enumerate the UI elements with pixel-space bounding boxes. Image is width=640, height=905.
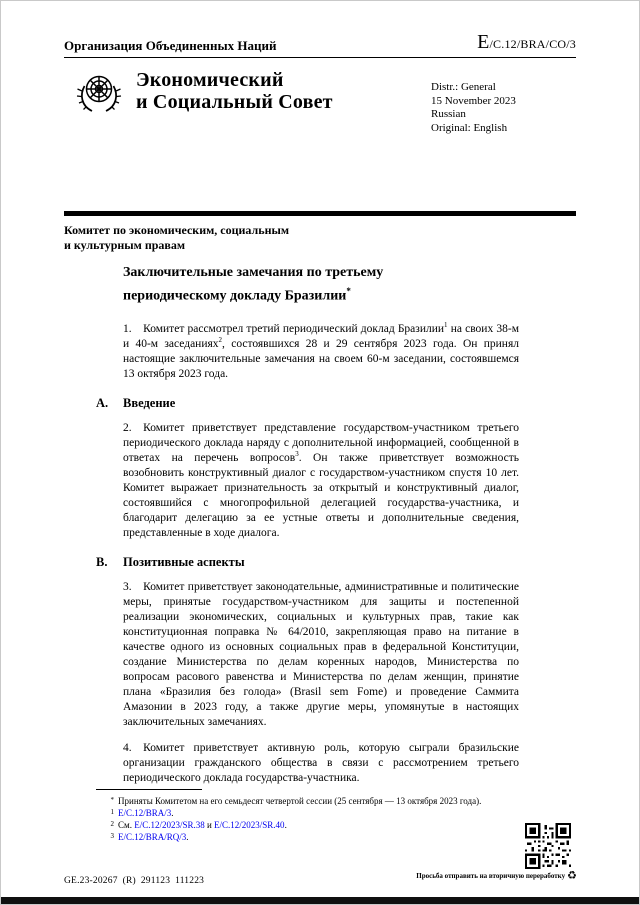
council-title-line2: и Социальный Совет — [136, 91, 333, 113]
document-body — [96, 263, 519, 797]
distribution-block — [431, 67, 576, 135]
document-symbol — [477, 31, 576, 54]
organization-name: Организация Объединенных Наций — [64, 38, 277, 53]
committee-name — [64, 223, 289, 253]
qr-code — [525, 823, 571, 869]
date-line: 15 November 2023 — [431, 94, 516, 107]
un-emblem-icon — [74, 69, 124, 119]
language-line: Russian — [431, 108, 466, 120]
footnote-star — [96, 795, 576, 807]
section-heading-a — [96, 396, 519, 411]
footnote-ref-3[interactable]: 3 — [295, 449, 299, 458]
title-footnote-marker: * — [346, 286, 351, 296]
paragraph-2: 2. Комитет приветствует представление государством-участником третьего периодического доклада наряду с дополнительной информацией, сообщенной в ответах на перечень вопросов$^3$. Он также приветствует возможность возобновить конструктивный диалог с государством-участником спустя 10 лет. Комитет выражает признательность за открытый и конструктивный диалог, состоявшийся с многопрофильной делегацией государства-участника, и благодарит делегацию за ее устные ответы и дополнительные сведения, представленные в ходе диалога. — [123, 421, 519, 539]
council-title-line1: Экономический — [136, 69, 284, 91]
section-heading-b — [96, 555, 519, 570]
committee-name-line1: Комитет по экономическим, социальным — [64, 223, 290, 237]
committee-name-line2: и культурным правам — [64, 238, 186, 252]
footnote-text: E/C.12/BRA/RQ/3. — [118, 832, 189, 842]
ge-document-number: GE.23-20267 (R) 291123 111223 — [64, 876, 205, 886]
section-title: Позитивные аспекты — [123, 554, 245, 569]
document-symbol-series: E — [477, 31, 490, 53]
section-letter: A. — [96, 395, 109, 410]
paragraph-3: 3. Комитет приветствует законодательные, административные и политические меры, принятые государством-участником для защиты и постепенной реализации экономических, социальных и культурных прав, такие как конституционная поправка № 64/2010, закрепляющая право на питание в качестве одного из основных социальных прав в федеральной Конституции, создание Министерства по делам коренных народов, Министерства по вопросам расового равенства и Министерства по делам женщин, принятие плана «Бразилия без голода» (Brasil sem Fome) и проведение Саммита Амазонии в 2023 году, а также другие меры, упомянутые в настоящих заключительных замечаниях. — [123, 580, 519, 728]
page-bottom-edge — [1, 897, 639, 904]
document-link[interactable]: E/C.12/BRA/3 — [118, 808, 172, 818]
footnote-ref-2[interactable]: 2 — [218, 335, 223, 344]
footnote-marker: 1 — [110, 808, 114, 816]
document-link[interactable]: E/C.12/2023/SR.38 — [134, 820, 205, 830]
section-letter: B. — [96, 554, 108, 569]
footnote-marker: 2 — [110, 820, 114, 828]
footnote-separator-rule — [96, 789, 202, 790]
paragraph-1: 1. Комитет рассмотрел третий периодический доклад Бразилии$^1$ на своих 38-м и 40-м заседаниях$^2$, состоявшихся 28 и 29 сентября 2023 года. Он принял настоящие заключительные замечания на своем 60-м заседании, состоявшемся 13 октября 2023 года. — [123, 320, 519, 380]
footnote-text: См. E/C.12/2023/SR.38 и E/C.12/2023/SR.40. — [118, 820, 287, 830]
footnote-marker: 3 — [110, 832, 114, 840]
footnote-2 — [96, 819, 576, 831]
distr-line: Distr.: General — [431, 81, 496, 93]
header-rule — [64, 57, 576, 58]
document-title: Заключительные замечания по третьему периодическому докладу Бразилии* — [123, 265, 384, 304]
document-link[interactable]: E/C.12/2023/SR.40 — [214, 820, 285, 830]
footnote-marker: * — [110, 796, 114, 804]
document-symbol-number: /C.12/BRA/CO/3 — [489, 37, 576, 51]
masthead — [64, 67, 576, 135]
footnote-text: Приняты Комитетом на его семьдесят четвертой сессии (25 сентября — 13 октября 2023 года). — [118, 796, 482, 806]
section-divider-bar — [64, 211, 576, 216]
original-language-line: Original: English — [431, 121, 508, 134]
footnote-3 — [96, 831, 576, 843]
footnotes-block — [96, 789, 576, 843]
recycle-text: Просьба отправить на вторичную переработку — [416, 871, 566, 880]
recycle-notice — [416, 869, 577, 882]
document-link[interactable]: E/C.12/BRA/RQ/3 — [118, 832, 187, 842]
footnote-text: E/C.12/BRA/3. — [118, 808, 174, 818]
paragraph-4: 4. Комитет приветствует активную роль, которую сыграли бразильские организации гражданского общества в связи с рассмотрением третьего периодического доклада государства-участника. — [123, 741, 519, 784]
council-title — [136, 67, 333, 135]
footnote-1 — [96, 807, 576, 819]
section-title: Введение — [123, 395, 176, 410]
footnote-ref-1[interactable]: 1 — [444, 320, 448, 329]
masthead-topbar — [64, 31, 576, 54]
recycle-icon: ♻ — [567, 869, 577, 882]
